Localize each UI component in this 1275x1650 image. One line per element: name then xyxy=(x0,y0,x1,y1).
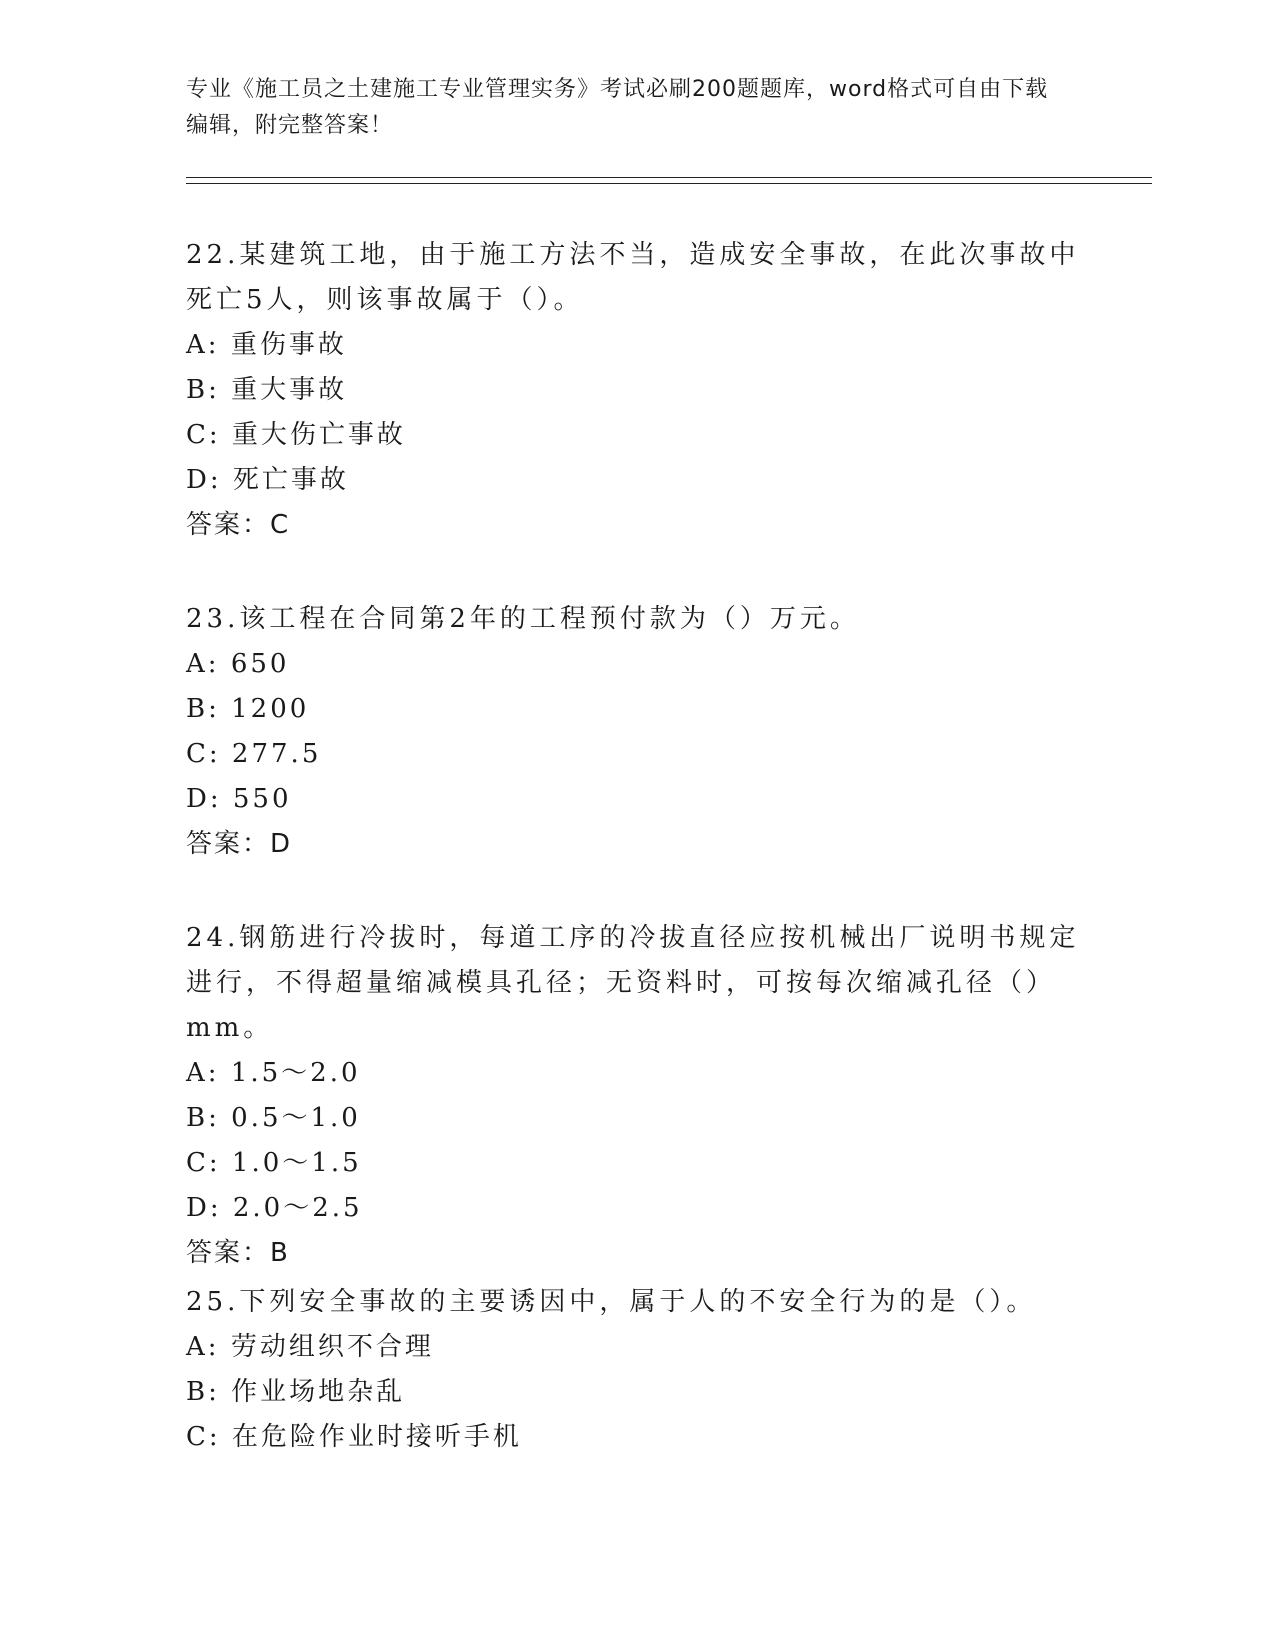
option-key: B: xyxy=(186,694,220,724)
question-stem: 25.下列安全事故的主要诱因中，属于人的不安全行为的是（）。 xyxy=(186,1287,1037,1317)
option-a xyxy=(186,642,1086,687)
answer: 答案：B xyxy=(186,1238,290,1268)
option-a xyxy=(186,1325,1086,1370)
option-key: C: xyxy=(186,739,221,769)
option-key: C: xyxy=(186,1422,221,1452)
option-key: B: xyxy=(186,1103,220,1133)
option-key: C: xyxy=(186,1148,221,1178)
option-text: 在危险作业时接听手机 xyxy=(231,1422,522,1452)
option-key: A: xyxy=(186,1058,220,1088)
question-24 xyxy=(186,916,1086,1276)
option-text: 重伤事故 xyxy=(230,330,347,360)
answer: 答案：D xyxy=(186,829,293,859)
question-23 xyxy=(186,597,1086,867)
option-c xyxy=(186,732,1086,777)
option-key: A: xyxy=(186,330,220,360)
question-22 xyxy=(186,233,1086,548)
option-text: 1.5～2.0 xyxy=(230,1058,361,1088)
header-divider-top xyxy=(186,177,1152,178)
option-key: C: xyxy=(186,420,221,450)
option-text: 0.5～1.0 xyxy=(231,1103,361,1133)
option-text: 作业场地杂乱 xyxy=(231,1377,406,1407)
option-d xyxy=(186,458,1086,503)
option-a xyxy=(186,1051,1086,1096)
option-text: 重大伤亡事故 xyxy=(231,420,406,450)
option-a xyxy=(186,323,1086,368)
answer: 答案：C xyxy=(186,510,291,540)
question-25 xyxy=(186,1280,1086,1460)
option-text: 277.5 xyxy=(231,739,322,769)
option-b xyxy=(186,368,1086,413)
option-b xyxy=(186,1096,1086,1141)
option-d xyxy=(186,1186,1086,1231)
option-c xyxy=(186,1141,1086,1186)
option-text: 劳动组织不合理 xyxy=(230,1332,434,1362)
option-key: A: xyxy=(186,649,220,679)
header-divider-bottom xyxy=(186,183,1152,184)
option-text: 死亡事故 xyxy=(232,465,349,495)
option-key: D: xyxy=(186,465,222,495)
option-key: B: xyxy=(186,375,220,405)
option-key: A: xyxy=(186,1332,220,1362)
option-c xyxy=(186,413,1086,458)
option-text: 重大事故 xyxy=(231,375,348,405)
question-stem: 22.某建筑工地，由于施工方法不当，造成安全事故，在此次事故中死亡5人，则该事故属于（）。 xyxy=(186,240,1080,315)
question-stem: 23.该工程在合同第2年的工程预付款为（）万元。 xyxy=(186,604,860,634)
question-stem: 24.钢筋进行冷拔时，每道工序的冷拔直径应按机械出厂说明书规定进行，不得超量缩减模具孔径；无资料时，可按每次缩减孔径（）mm。 xyxy=(186,923,1080,1043)
option-text: 1.0～1.5 xyxy=(231,1148,362,1178)
option-b xyxy=(186,1370,1086,1415)
document-header: 专业《施工员之土建施工专业管理实务》考试必刷200题题库，word格式可自由下载编辑，附完整答案！ xyxy=(186,77,1049,138)
option-key: B: xyxy=(186,1377,220,1407)
option-b xyxy=(186,687,1086,732)
option-text: 2.0～2.5 xyxy=(232,1193,363,1223)
option-text: 1200 xyxy=(231,694,310,724)
option-text: 550 xyxy=(232,784,292,814)
option-key: D: xyxy=(186,784,222,814)
option-key: D: xyxy=(186,1193,222,1223)
option-c xyxy=(186,1415,1086,1460)
option-text: 650 xyxy=(230,649,290,679)
option-d xyxy=(186,777,1086,822)
